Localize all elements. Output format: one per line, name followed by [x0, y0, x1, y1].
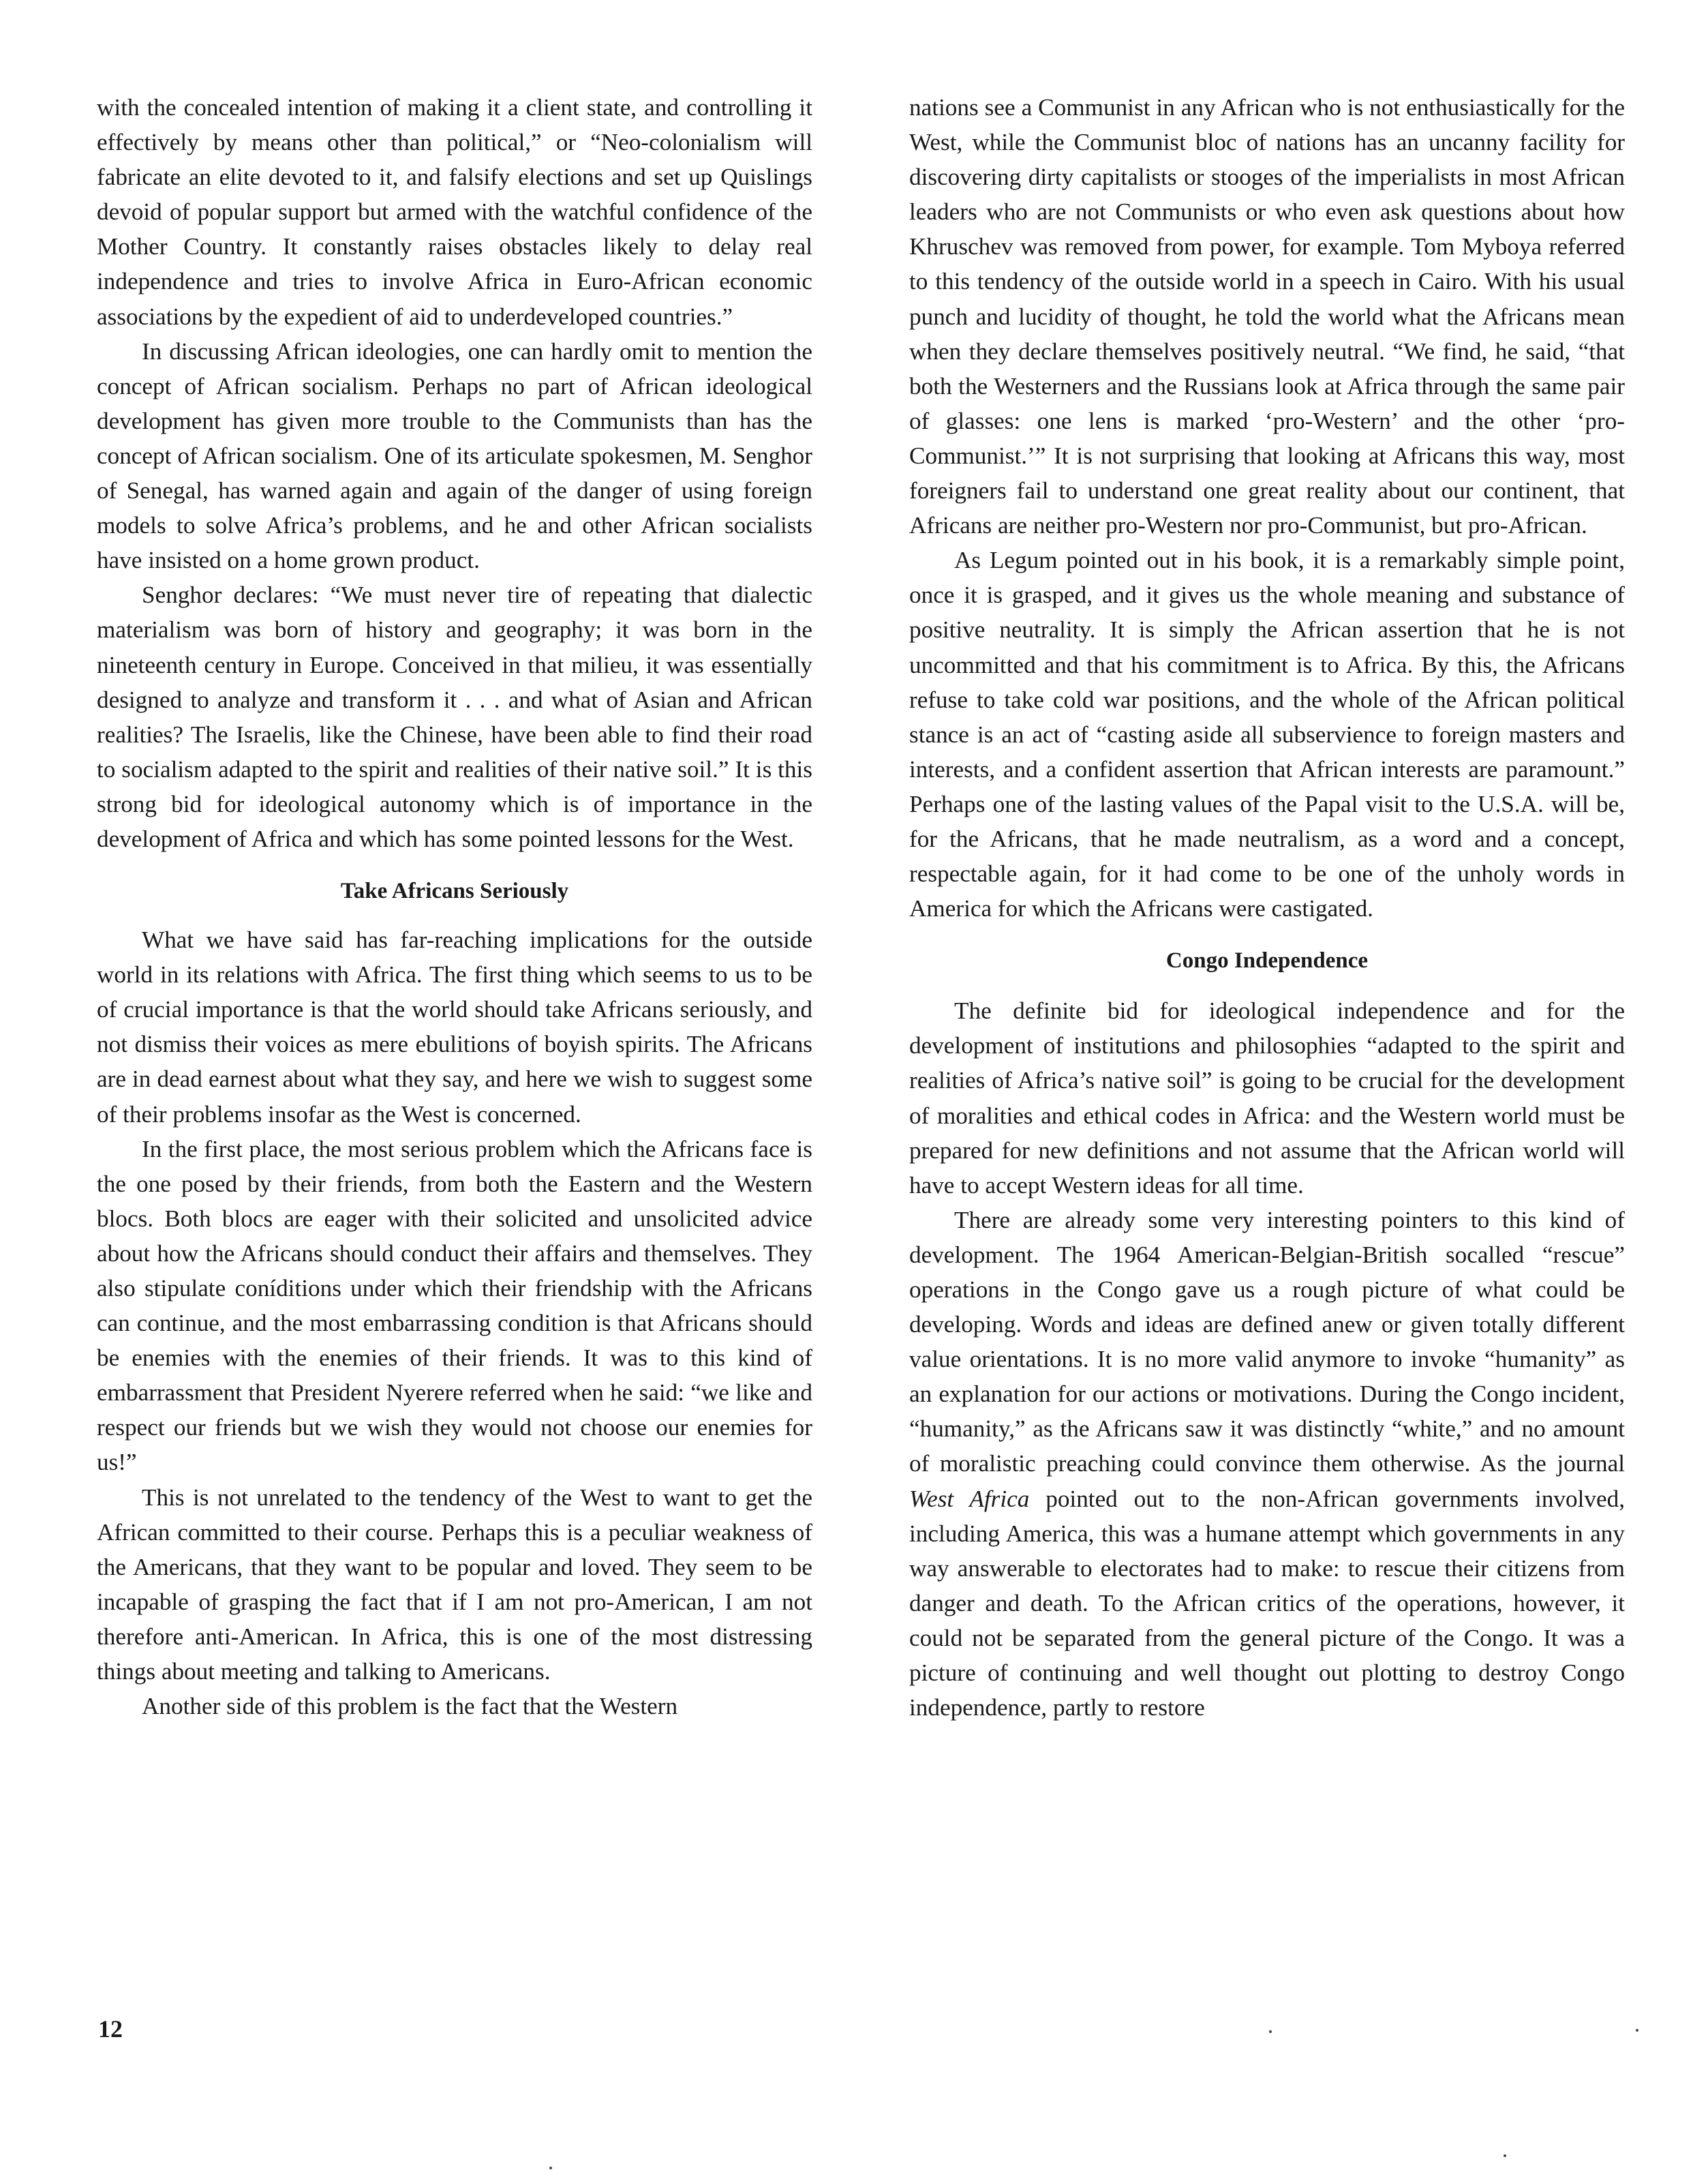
scan-speck — [1636, 2029, 1638, 2032]
paragraph: As Legum pointed out in his book, it is a remarkably simple point, once it is grasped, and it gives us the whole meaning and substance of positive neutrality. It is simply the African assertion that he is not uncommitted and that his commitment is to Africa. By this, the Africans refuse to take cold war positions, and the whole of the African political stance is an act of “casting aside all subservience to foreign masters and interests, and a confident assertion that African interests are paramount.” Perhaps one of the lasting values of the Papal visit to the U.S.A. will be, for the Africans, that he made neutralism, as a word and a concept, respectable again, for it had come to be one of the unholy words in America for which the Africans were castigated. — [909, 547, 1625, 922]
scan-speck — [549, 2167, 552, 2169]
paragraph: nations see a Communist in any African who is not enthusiastically for the West, while the Communist bloc of nations has an uncanny facility for discovering dirty capitalists or stooges of the imperialists in most African leaders who are not Communists or who even ask questions about how Khruschev was removed from power, for example. Tom Myboya referred to this tendency of the outside world in a speech in Cairo. With his usual punch and lucidity of thought, he told the world what the Africans mean when they declare themselves positively neutral. “We find, he said, “that both the Westerners and the Russians look at Africa through the same pair of glasses: one lens is marked ‘pro-Western’ and the other ‘pro-Communist.’” It is not surprising that looking at Africans this way, most foreigners fail to understand one great reality about our continent, that Africans are neither pro-Western nor pro-Communist, but pro-African. — [909, 94, 1625, 539]
page-number: 12 — [98, 2015, 123, 2043]
left-column — [97, 90, 812, 1723]
paragraph: This is not unrelated to the tendency of the West to want to get the African committed to their course. Perhaps this is a peculiar weakness of the Americans, that they want to be popular and loved. They seem to be incapable of grasping the fact that if I am not pro-American, I am not therefore anti-American. In Africa, this is one of the most distressing things about meeting and talking to Americans. — [97, 1484, 812, 1685]
paragraph: In discussing African ideologies, one can hardly omit to mention the concept of African socialism. Perhaps no part of African ideological development has given more trouble to the Communists than has the concept of African socialism. One of its articulate spokesmen, M. Senghor of Senegal, has warned again and again of the danger of using foreign models to solve Africa’s problems, and he and other African socialists have insisted on a home grown product. — [97, 337, 812, 574]
section-heading: Congo Independence — [1165, 948, 1369, 974]
scan-speck — [1269, 2030, 1272, 2033]
section-heading: Take Africans Seriously — [340, 879, 569, 904]
paragraph-text: There are already some very interesting pointers to this kind of development. The 1964 American-Belgian-British socalled “rescue” operations in the Congo gave us a rough picture of what could be developing. Words and ideas are defined anew or given totally different value orientations. It is no more valid anymore to invoke “humanity” as an explanation for our actions or motivations. During the Congo incident, “humanity,” as the Africans saw it was distinctly “white,” and no amount of moralistic preaching could convince them otherwise. As the journal — [909, 1206, 1625, 1477]
paragraph: Senghor declares: “We must never tire of repeating that dialectic materialism was born of history and geography; it was born in the nineteenth century in Europe. Conceived in that milieu, it was essentially designed to analyze and transform it . . . and what of Asian and African realities? The Israelis, like the Chinese, have been able to find their road to socialism adapted to the spirit and realities of their native soil.” It is this strong bid for ideological autonomy which is of importance in the development of Africa and which has some pointed lessons for the West. — [97, 582, 812, 852]
paragraph: The definite bid for ideological independence and for the development of institutions and philosophies “adapted to the spirit and realities of Africa’s native soil” is going to be crucial for the development of moralities and ethical codes in Africa: and the Western world must be prepared for new definitions and not assume that the African world will have to accept Western ideas for all time. — [909, 997, 1625, 1199]
paragraph — [909, 1203, 1625, 1725]
paragraph-text: pointed out to the non-African governments involved, including America, this was a humane attempt which governments in any way answerable to electorates had to make: to rescue their citizens from danger and death. To the African critics of the operations, however, it could not be separated from the general picture of the Congo. It was a picture of continuing and well thought out plotting to destroy Congo independence, partly to restore — [909, 1485, 1625, 1721]
right-column — [909, 90, 1625, 1725]
journal-title: West Africa — [909, 1485, 1030, 1512]
scan-speck — [1504, 2154, 1506, 2157]
paragraph: What we have said has far-reaching implications for the outside world in its relations with Africa. The first thing which seems to us to be of crucial importance is that the world should take Africans seriously, and not dismiss their voices as mere ebulitions of boyish spirits. The Africans are in dead earnest about what they say, and here we wish to suggest some of their problems insofar as the West is concerned. — [97, 927, 812, 1128]
paragraph: Another side of this problem is the fact that the Western — [142, 1693, 678, 1720]
paragraph: In the first place, the most serious problem which the Africans face is the one posed by their friends, from both the Eastern and the Western blocs. Both blocs are eager with their solicited and unsolicited advice about how the Africans should conduct their affairs and themselves. They also stipulate coníditions under which their friendship with the Africans can continue, and the most embarrassing condition is that Africans should be enemies with the enemies of their friends. It was to this kind of embarrassment that President Nyerere referred when he said: “we like and respect our friends but we wish they would not choose our enemies for us!” — [97, 1135, 812, 1476]
paragraph: with the concealed intention of making it a client state, and controlling it effectively by means other than political,” or “Neo-colonialism will fabricate an elite devoted to it, and falsify elections and set up Quislings devoid of popular support but armed with the watchful confidence of the Mother Country. It constantly raises obstacles likely to delay real independence and tries to involve Africa in Euro-African economic associations by the expedient of aid to underdeveloped countries.” — [97, 94, 812, 330]
